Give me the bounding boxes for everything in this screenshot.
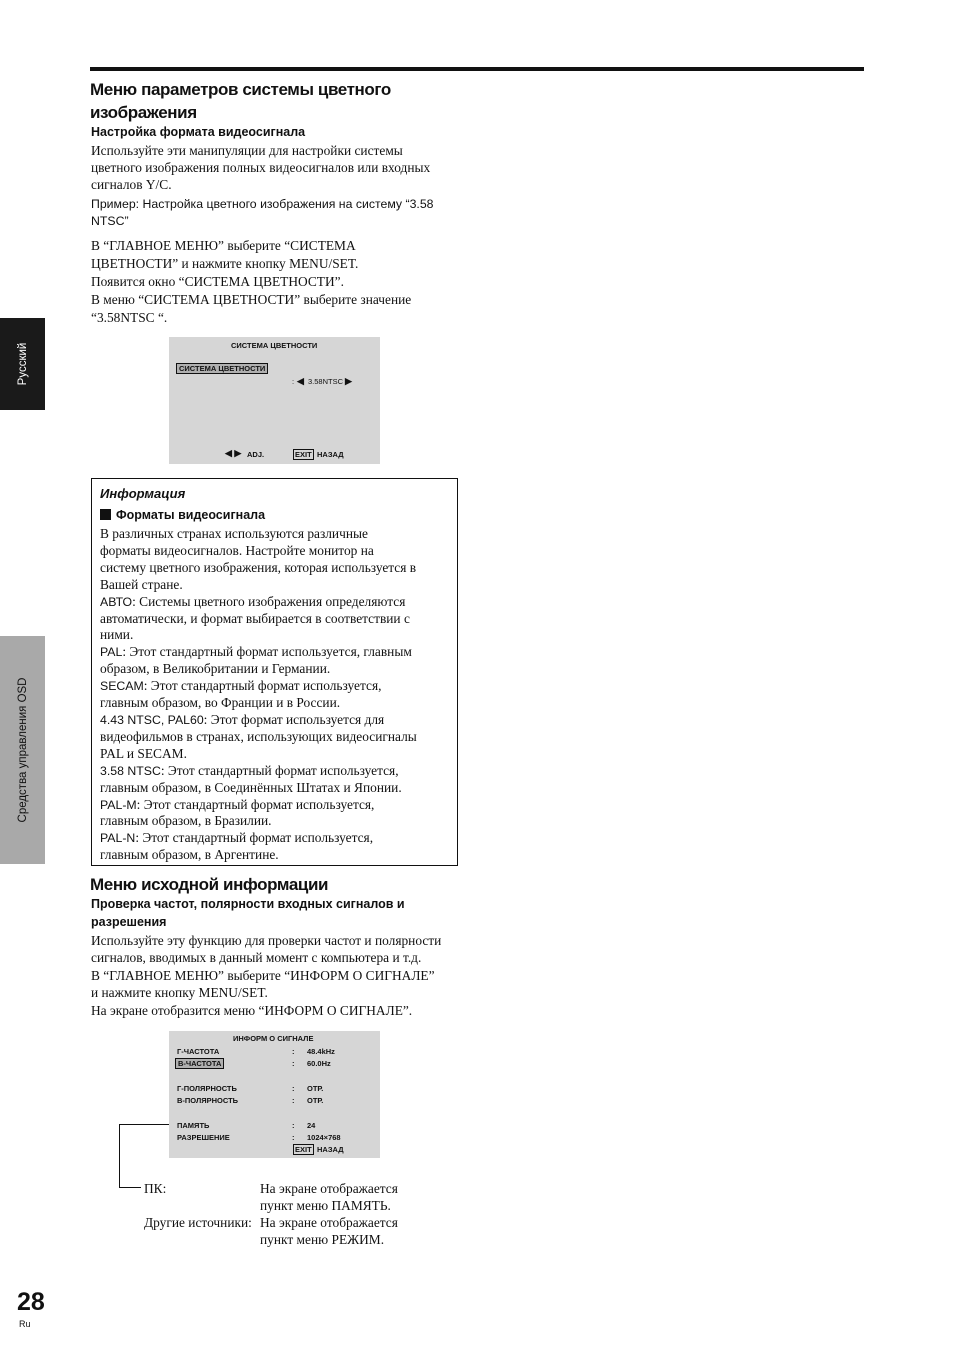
osd-exit-button[interactable]: EXIT (295, 450, 312, 459)
text-line: главным образом, в Бразилии. (100, 813, 272, 829)
osd-colon: : (292, 377, 295, 386)
text-line: NTSC” (91, 214, 129, 228)
format-desc: : Этот стандартный формат используется, (135, 830, 374, 846)
osd-row-label-selected[interactable]: В-ЧАСТОТА (175, 1058, 224, 1069)
format-entry (100, 797, 452, 814)
osd-row-value: ОТР. (307, 1096, 324, 1105)
text-line: На экране отображается (260, 1215, 398, 1230)
osd-row-colon: : (292, 1047, 295, 1056)
text-line: Используйте эти манипуляции для настройки системы (91, 143, 403, 158)
info-title: Информация (100, 486, 186, 501)
text-line: Появится окно “СИСТЕМА ЦВЕТНОСТИ”. (91, 274, 344, 289)
osd-row-label: В-ПОЛЯРНОСТЬ (177, 1096, 239, 1105)
osd-row-colon: : (292, 1096, 295, 1105)
text-line: видеофильмов в странах, использующих видеосигналы (100, 728, 417, 744)
osd-row-value: 1024×768 (307, 1133, 341, 1142)
text-line: автоматически, и формат выбирается в соответствии с (100, 610, 410, 626)
osd-row-label: Г-ЧАСТОТА (177, 1047, 220, 1056)
side-tab-section-label: Средства управления OSD (16, 677, 29, 823)
osd-back-label: НАЗАД (317, 1145, 344, 1154)
text-line: PAL и SECAM. (100, 745, 187, 761)
text-line: главным образом, в Аргентине. (100, 847, 279, 863)
text-line: На экране отображается (260, 1181, 398, 1196)
osd-row-label: Г-ПОЛЯРНОСТЬ (177, 1084, 237, 1093)
leader-line-top (119, 1124, 169, 1125)
info-body (100, 526, 452, 864)
osd-row-colon: : (292, 1121, 295, 1130)
note-other-text (260, 1214, 398, 1248)
text-line: пункт меню РЕЖИМ. (260, 1232, 385, 1247)
page-language: Ru (19, 1319, 31, 1329)
text-line: цветного изображения полных видеосигналов или входных (91, 160, 431, 175)
osd-row-colon: : (292, 1084, 295, 1093)
text-line: сигналов, вводимых в данный момент с компьютера и т.д. (91, 950, 422, 965)
text-line: В различных странах используются различные (100, 526, 368, 541)
leader-line-vertical (119, 1124, 120, 1188)
side-tab-language (0, 318, 45, 410)
text-line: и нажмите кнопку MENU/SET. (91, 985, 268, 1000)
osd-value: 3.58NTSC (308, 377, 344, 386)
leader-line-bottom (119, 1187, 141, 1188)
top-rule (90, 67, 864, 71)
format-term: SECAM (100, 679, 144, 694)
text-line: “3.58NTSC “. (91, 310, 168, 325)
format-term: 3.58 NTSC (100, 763, 161, 778)
format-desc: : Этот стандартный формат используется, (143, 678, 382, 694)
section1-title-line2: изображения (90, 103, 197, 122)
right-arrow-icon[interactable]: ▶ (345, 376, 352, 386)
format-entry (100, 763, 452, 780)
text-line: систему цветного изображения, которая используется в (100, 559, 417, 575)
section2-subtitle-line1: Проверка частот, полярности входных сигналов и (91, 897, 405, 911)
text-line: Вашей стране. (100, 576, 183, 592)
format-term: PAL-N (100, 831, 136, 846)
text-line: сигналов Y/C. (91, 177, 172, 192)
section2-title: Меню исходной информации (90, 875, 329, 894)
osd-row-value: 48.4kHz (307, 1047, 335, 1056)
note-pc-text (260, 1180, 398, 1214)
section1-intro (91, 142, 461, 193)
osd-row-value: 24 (307, 1121, 316, 1130)
left-arrow-icon[interactable]: ◀ (297, 376, 304, 386)
square-bullet-icon (100, 509, 111, 520)
format-desc: : Этот стандартный формат используется, главным (122, 644, 412, 660)
osd-back-label: НАЗАД (317, 450, 344, 459)
format-entry (100, 712, 452, 729)
format-term: PAL (100, 645, 123, 660)
page-number: 28 (17, 1288, 45, 1316)
text-line: ЦВЕТНОСТИ” и нажмите кнопку MENU/SET. (91, 256, 359, 271)
text-line: В “ГЛАВНОЕ МЕНЮ” выберите “СИСТЕМА (91, 238, 356, 253)
section2-subtitle-line2: разрешения (91, 915, 167, 929)
text-line: образом, в Великобритании и Германии. (100, 661, 331, 677)
section1-steps (91, 237, 461, 327)
text-line: В меню “СИСТЕМА ЦВЕТНОСТИ” выберите значение (91, 292, 412, 307)
format-term: АВТО (100, 594, 133, 609)
osd-menu-item-color-system[interactable]: СИСТЕМА ЦВЕТНОСТИ (176, 363, 268, 374)
format-term: 4.43 NTSC, PAL60 (100, 712, 204, 727)
format-entry (100, 830, 452, 847)
text-line: В “ГЛАВНОЕ МЕНЮ” выберите “ИНФОРМ О СИГНАЛЕ” (91, 968, 435, 983)
text-line: ними. (100, 627, 134, 643)
osd-row-value: ОТР. (307, 1084, 324, 1093)
format-desc: : Этот формат используется для (203, 711, 385, 727)
text-line: На экране отобразится меню “ИНФОРМ О СИГНАЛЕ”. (91, 1003, 413, 1018)
text-line: Используйте эту функцию для проверки частот и полярности (91, 933, 442, 948)
section1-subtitle: Настройка формата видеосигнала (91, 125, 306, 139)
text-line: главным образом, во Франции и в России. (100, 695, 341, 711)
osd-color-system-screen (169, 337, 380, 464)
format-entry (100, 594, 452, 611)
section2-body (91, 932, 471, 1019)
osd-signal-info-screen (169, 1031, 380, 1158)
text-line: главным образом, в Соединённых Штатах и Японии. (100, 779, 402, 795)
note-pc-label: ПК: (144, 1181, 167, 1196)
osd-title: СИСТЕМА ЦВЕТНОСТИ (231, 341, 318, 350)
note-other-label: Другие источники: (144, 1215, 252, 1230)
info-subtitle (100, 506, 452, 524)
osd-row-value: 60.0Hz (307, 1059, 331, 1068)
format-entry (100, 678, 452, 695)
format-term: PAL-M (100, 797, 137, 812)
section1-example (91, 196, 461, 230)
format-entry (100, 644, 452, 661)
format-desc: : Системы цветного изображения определяются (132, 593, 406, 609)
side-tab-section (0, 636, 45, 864)
side-tab-language-label: Русский (16, 342, 29, 386)
osd-title: ИНФОРМ О СИГНАЛЕ (233, 1034, 314, 1043)
info-subtitle-text: Форматы видеосигнала (116, 508, 266, 522)
text-line: Пример: Настройка цветного изображения на систему “3.58 (91, 197, 434, 211)
text-line: пункт меню ПАМЯТЬ. (260, 1198, 391, 1213)
osd-row-label: ПАМЯТЬ (177, 1121, 210, 1130)
osd-adj-label: ADJ. (247, 450, 265, 459)
format-desc: : Этот стандартный формат используется, (160, 762, 399, 778)
text-line: форматы видеосигналов. Настройте монитор на (100, 542, 374, 558)
info-box (91, 478, 458, 866)
format-desc: : Этот стандартный формат используется, (136, 796, 375, 812)
section1-title-line1: Меню параметров системы цветного (90, 80, 391, 99)
osd-row-colon: : (292, 1133, 295, 1142)
adjust-arrows-icon: ◀ ▶ (225, 448, 242, 458)
osd-row-colon: : (292, 1059, 295, 1068)
osd-row-label: РАЗРЕШЕНИЕ (177, 1133, 230, 1142)
osd-exit-button[interactable]: EXIT (295, 1145, 312, 1154)
